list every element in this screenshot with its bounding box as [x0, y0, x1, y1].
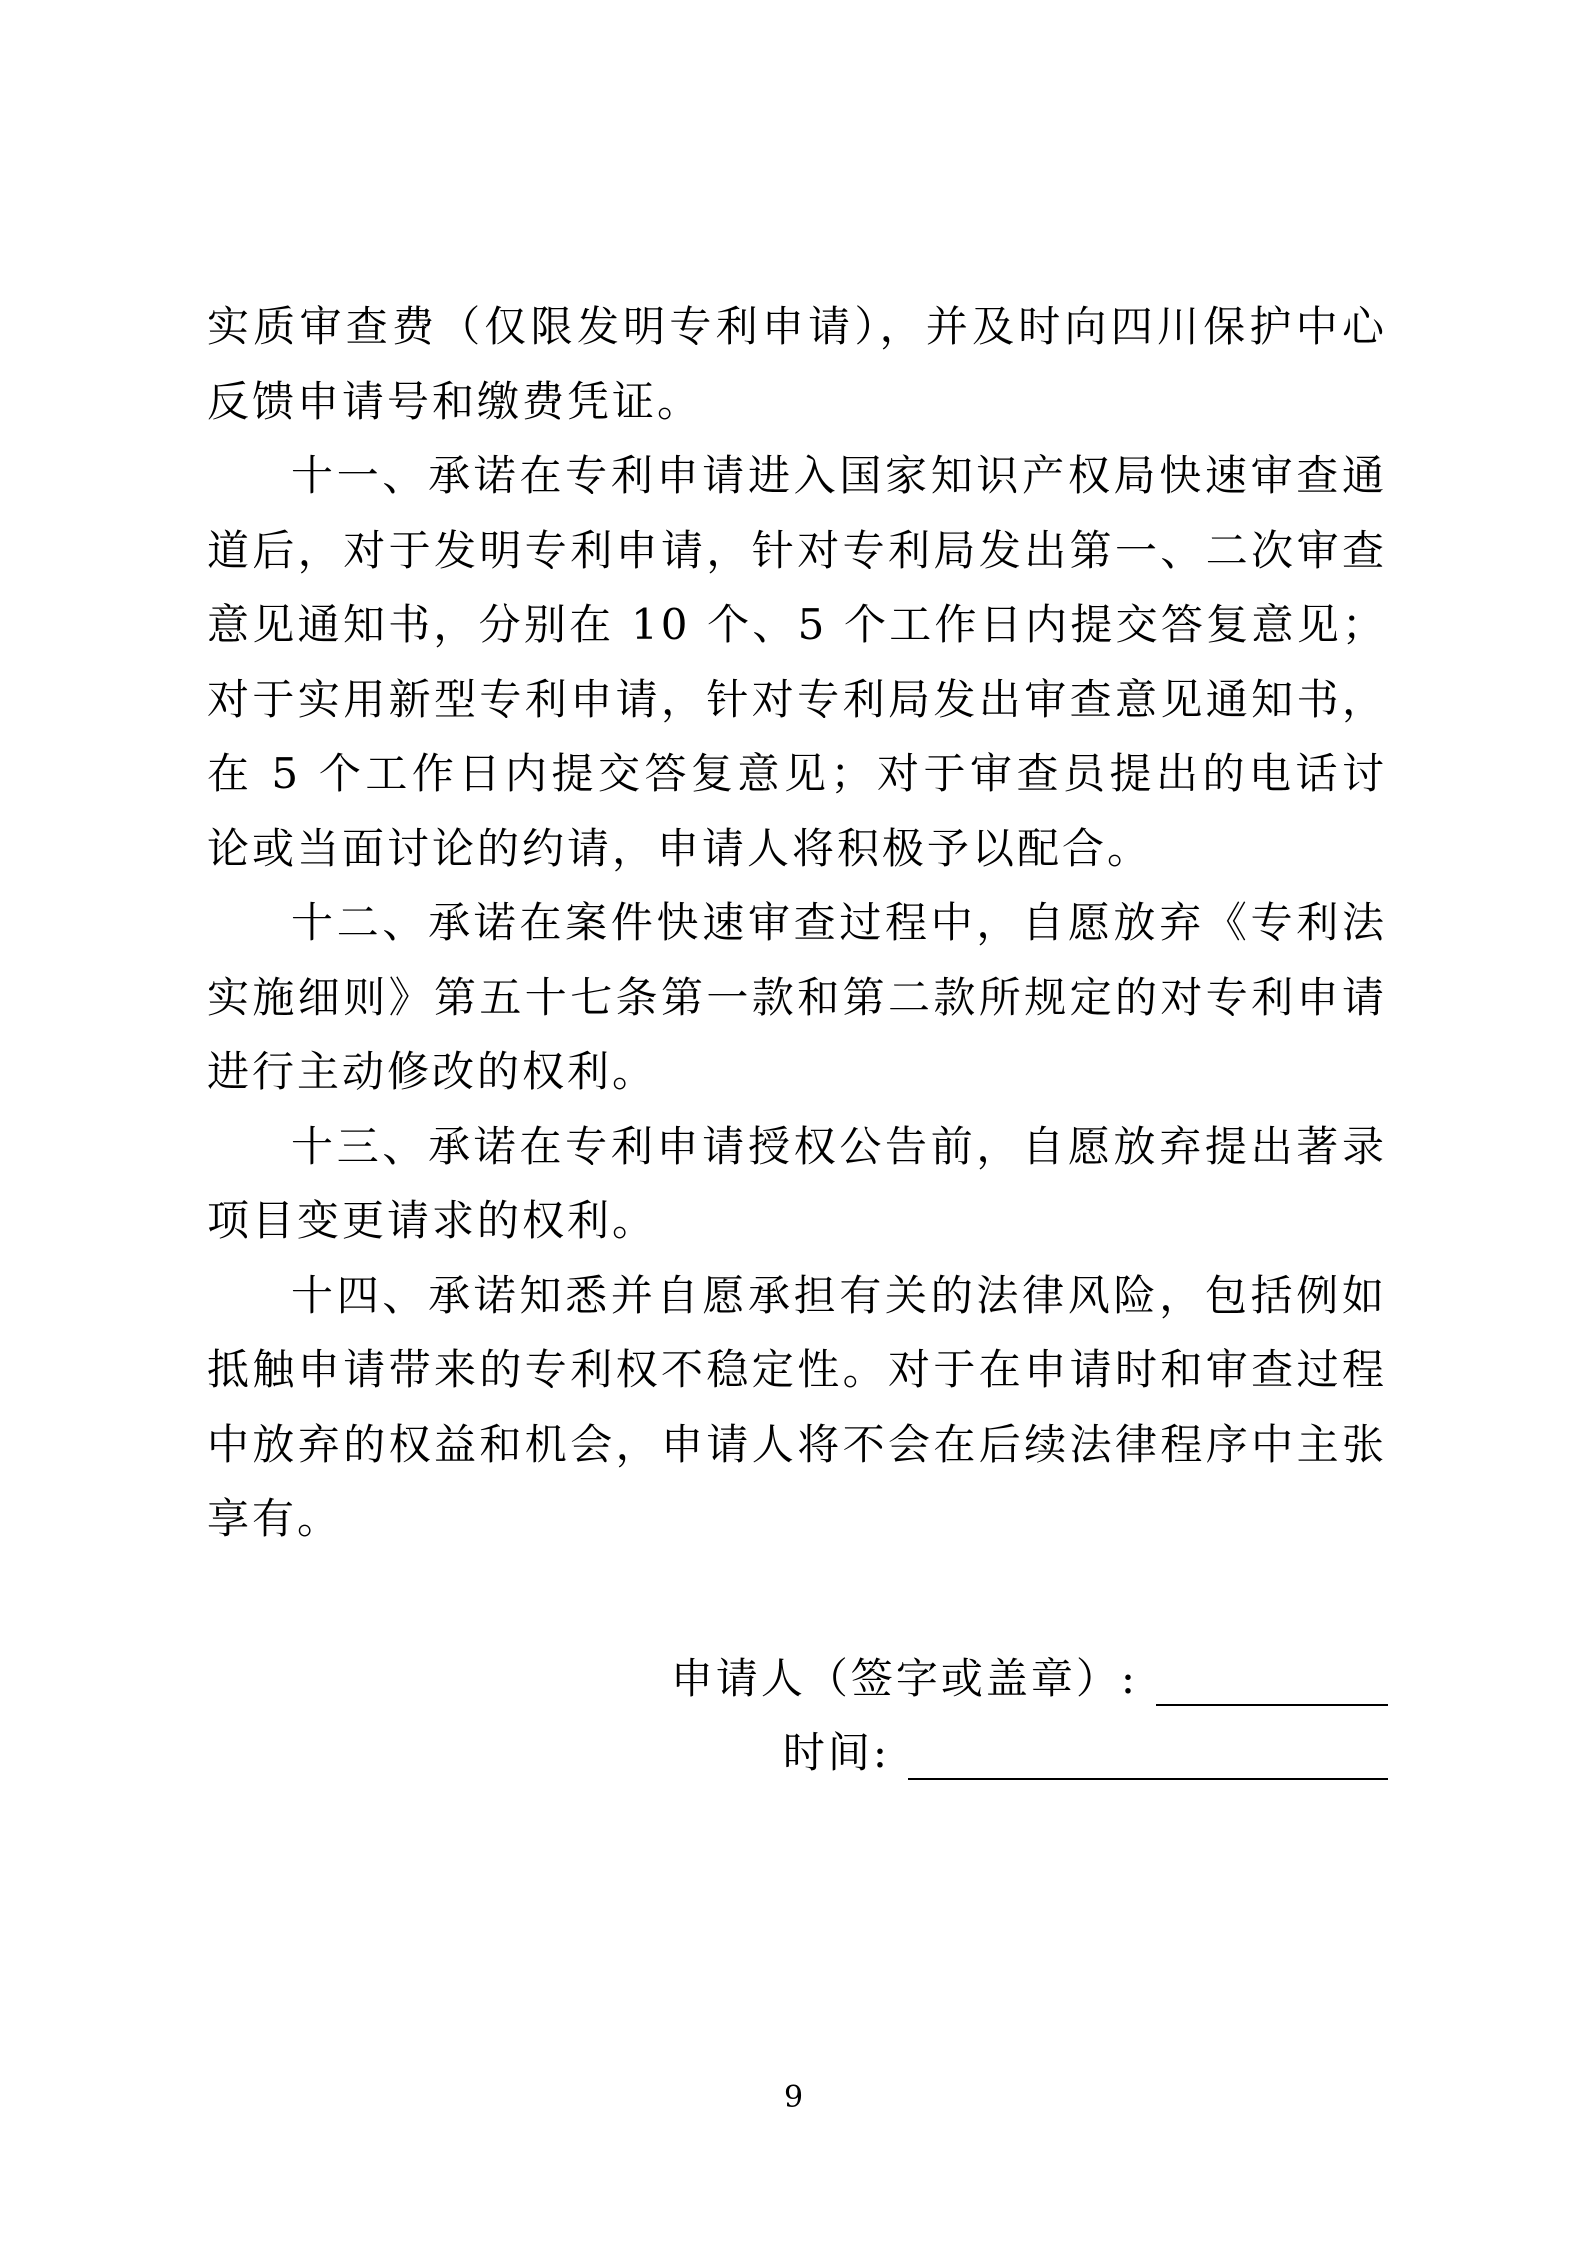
applicant-signature-line [1156, 1660, 1388, 1706]
date-row [671, 1706, 1388, 1780]
applicant-signature-row [671, 1632, 1388, 1706]
paragraph-fee-continuation: 实质审查费（仅限发明专利申请），并及时向四川保护中心反馈申请号和缴费凭证。 [207, 302, 1387, 426]
applicant-signature-label: 申请人（签字或盖章）: [670, 1654, 1138, 1703]
signature-block [671, 1632, 1388, 1780]
paragraph-twelve: 十二、承诺在案件快速审查过程中，自愿放弃《专利法实施细则》第五十七条第一款和第二款所规定的对专利申请进行主动修改的权利。 [207, 898, 1387, 1096]
paragraph-thirteen: 十三、承诺在专利申请授权公告前，自愿放弃提出著录项目变更请求的权利。 [207, 1121, 1387, 1245]
paragraph-eleven: 十一、承诺在专利申请进入国家知识产权局快速审查通道后，对于发明专利申请，针对专利局发出第一、二次审查意见通知书，分别在 10 个、5 个工作日内提交答复意见；对于实用新型专利申请，针对专利局发出审查意见通知书，在 5 个工作日内提交答复意见；对于审查员提出的电话讨论或当面讨论的约请，申请人将积极予以配合。 [207, 451, 1387, 873]
document-body [207, 290, 1387, 1557]
paragraph-fourteen: 十四、承诺知悉并自愿承担有关的法律风险，包括例如抵触申请带来的专利权不稳定性。对于在申请时和审查过程中放弃的权益和机会，申请人将不会在后续法律程序中主张享有。 [207, 1270, 1387, 1543]
date-label: 时间: [782, 1728, 890, 1777]
date-line [908, 1734, 1388, 1780]
page-number: 9 [783, 2080, 804, 2115]
